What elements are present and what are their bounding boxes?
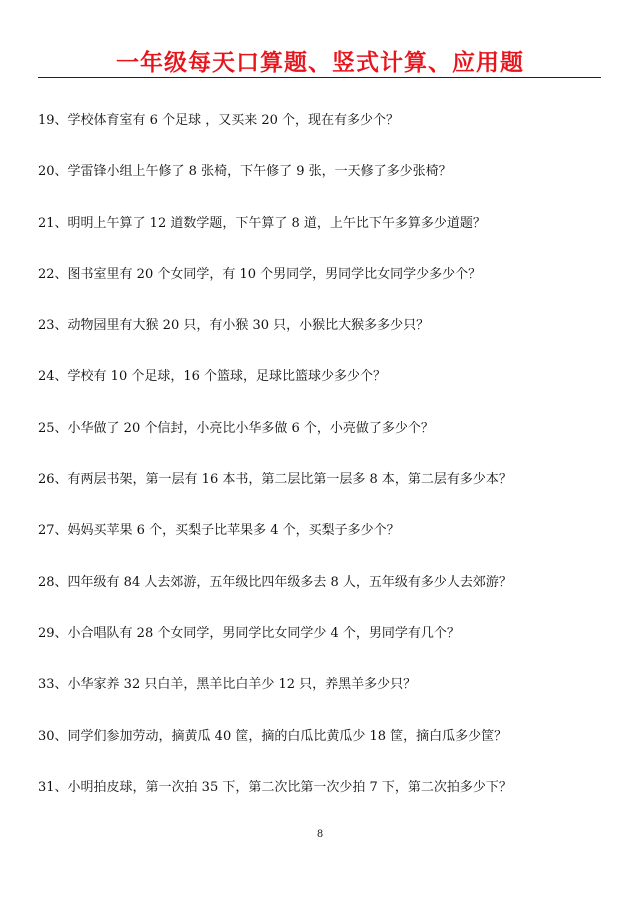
question-item: 19、学校体育室有 6 个足球 ，又买来 20 个，现在有多少个？ <box>38 113 400 128</box>
page-number: 8 <box>316 829 324 840</box>
question-item: 26、有两层书架，第一层有 16 本书，第二层比第一层多 8 本，第二层有多少本？ <box>38 472 512 488</box>
question-item: 25、小华做了 20 个信封，小亮比小华多做 6 个，小亮做了多少个？ <box>38 420 434 436</box>
question-item: 23、动物园里有大猴 20 只，有小猴 30 只，小猴比大猴多多少只？ <box>38 318 430 334</box>
title-divider <box>38 77 601 78</box>
question-list <box>38 113 598 831</box>
question-item: 20、学雷锋小组上午修了 8 张椅，下午修了 9 张，一天修了多少张椅？ <box>38 164 452 180</box>
question-item: 28、四年级有 84 人去郊游，五年级比四年级多去 8 人，五年级有多少人去郊游？ <box>38 574 512 590</box>
page-title: 一年级每天口算题、竖式计算、应用题 <box>116 49 524 76</box>
question-item: 22、图书室里有 20 个女同学，有 10 个男同学，男同学比女同学少多少个？ <box>38 266 482 282</box>
question-item: 27、妈妈买苹果 6 个，买梨子比苹果多 4 个，买梨子多少个？ <box>38 523 400 539</box>
question-item: 24、学校有 10 个足球，16 个篮球，足球比篮球少多少个？ <box>38 369 387 385</box>
question-item: 21、明明上午算了 12 道数学题，下午算了 8 道，上午比下午多算多少道题？ <box>38 215 486 231</box>
question-item: 31、小明拍皮球，第一次拍 35 下，第二次比第一次少拍 7 下，第二次拍多少下？ <box>38 779 512 795</box>
question-item: 29、小合唱队有 28 个女同学，男同学比女同学少 4 个，男同学有几个？ <box>38 625 460 641</box>
question-item: 30、同学们参加劳动，摘黄瓜 40 筐，摘的白瓜比黄瓜少 18 筐，摘白瓜多少筐？ <box>38 728 508 744</box>
question-item: 33、小华家养 32 只白羊，黑羊比白羊少 12 只，养黑羊多少只？ <box>38 677 417 693</box>
